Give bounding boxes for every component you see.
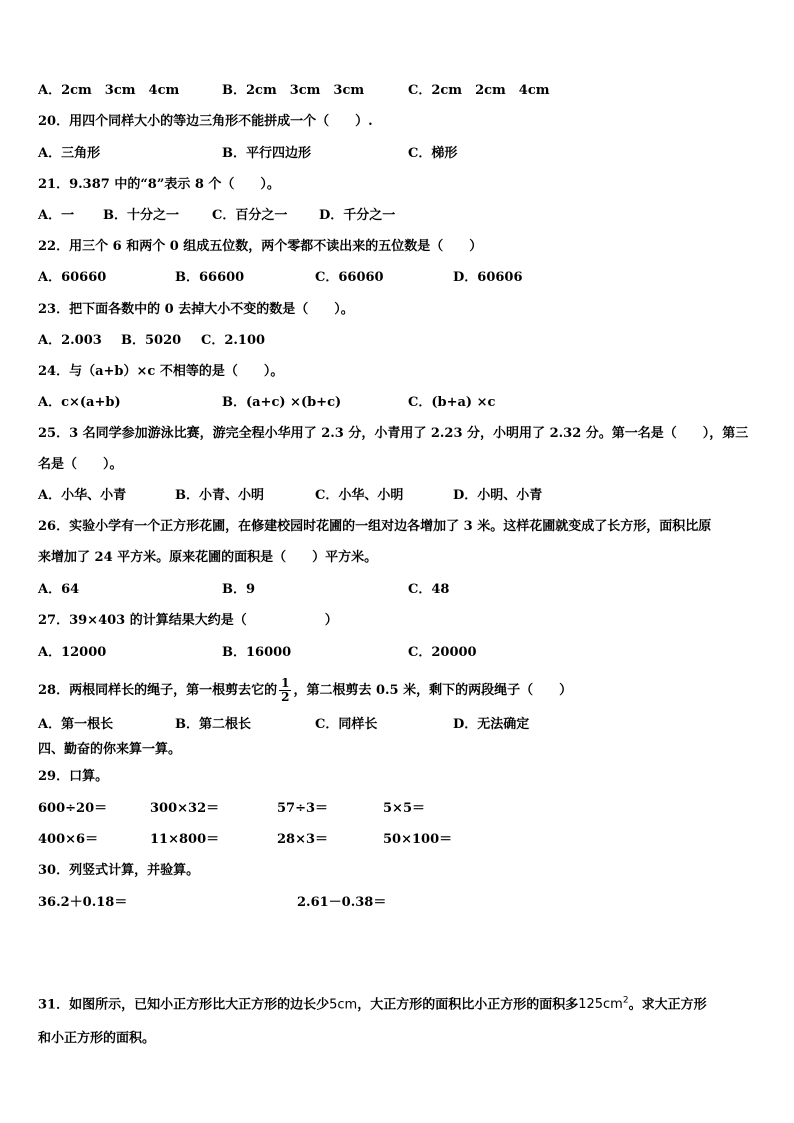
q24-option-c: C．(b+a) ×c [408,395,496,410]
q29-expr: 11×800＝ [150,832,220,847]
q26-option-a: A．64 [38,582,80,597]
q26-stem-line2: 来增加了 24 平方米。原来花圃的面积是（ ）平方米。 [38,550,378,565]
q22-option-a: A．60660 [38,270,107,285]
q20-stem: 20．用四个同样大小的等边三角形不能拼成一个（ ）. [38,114,373,129]
q23-option-c: C．2.100 [201,333,266,348]
q28-option-a: A．第一根长 [38,717,114,732]
q23-option-b: B．5020 [121,333,182,348]
q27-option-b: B．16000 [222,645,292,660]
q22-option-b: B．66600 [175,270,245,285]
q29-expr: 57÷3＝ [277,801,329,816]
q28-option-d: D．无法确定 [453,717,530,732]
q26-option-b: B．9 [222,582,256,597]
q25-stem-line1: 25．3 名同学参加游泳比赛，游完全程小华用了 2.3 分，小青用了 2.23 分，小明用了 2.32 分。第一名是（ ），第三 [38,426,749,441]
q21-option-c: C．百分之一 [212,208,288,223]
q22-stem: 22．用三个 6 和两个 0 组成五位数，两个零都不读出来的五位数是（ ） [38,239,483,254]
q29-expr: 5×5＝ [383,801,425,816]
side-difference-value: 5cm [329,997,358,1013]
q29-expr: 400×6＝ [38,832,99,847]
q28-option-b: B．第二根长 [175,717,251,732]
q23-option-a: A．2.003 [38,333,102,348]
q25-option-a: A．小华、小青 [38,488,127,503]
q20-option-b: B．平行四边形 [222,146,311,161]
q30-expr-2: 2.61－0.38＝ [297,895,387,910]
q19-option-a: A．2cm 3cm 4cm [38,83,180,98]
section-heading: 四、勤奋的你来算一算。 [38,742,182,757]
q30-stem: 30．列竖式计算，并验算。 [38,863,200,878]
q24-option-a: A．c×(a+b) [38,395,121,410]
q20-option-c: C．梯形 [408,146,458,161]
q19-option-b: B．2cm 3cm 3cm [222,83,365,98]
q22-option-c: C．66060 [315,270,384,285]
q24-stem: 24．与（a+b）×c 不相等的是（ ）。 [38,364,284,379]
q28-stem [38,677,572,704]
q21-option-b: B．十分之一 [103,208,179,223]
q29-stem: 29．口算。 [38,769,109,784]
q21-option-d: D．千分之一 [319,208,396,223]
q24-option-b: B．(a+c) ×(b+c) [222,395,342,410]
q25-option-b: B．小青、小明 [175,488,264,503]
q28-option-c: C．同样长 [315,717,378,732]
q29-expr: 300×32＝ [150,801,220,816]
q31-stem-line1: 31．如图所示，已知小正方形比大正方形的边长少5cm，大正方形的面积比小正方形的面积多$125cm^2$。求大正方形 [38,996,707,1013]
q28-stem-post: ，第二根剪去 0.5 米，剩下的两段绳子（ ） [293,683,573,698]
q26-option-c: C．48 [408,582,450,597]
q29-expr: 28×3＝ [277,832,329,847]
q21-option-a: A．一 [38,208,75,223]
q27-option-a: A．12000 [38,645,107,660]
q25-option-d: D．小明、小青 [453,488,543,503]
q25-option-c: C．小华、小明 [315,488,404,503]
q26-stem-line1: 26．实验小学有一个正方形花圃，在修建校园时花圃的一组对边各增加了 3 米。这样花圃就变成了长方形，面积比原 [38,519,712,534]
q22-option-d: D．60606 [453,270,523,285]
one-half-fraction: $\frac{1}{2}$ [281,676,290,704]
q23-stem: 23．把下面各数中的 0 去掉大小不变的数是（ ）。 [38,302,354,317]
q25-stem-line2: 名是（ ）。 [38,457,123,472]
q29-expr: 50×100＝ [383,832,453,847]
q28-stem-pre: 28．两根同样长的绳子，第一根剪去它的 [38,683,278,698]
q20-option-a: A．三角形 [38,146,101,161]
q19-option-c: C．2cm 2cm 4cm [408,83,550,98]
area-difference-value: $125cm^2$ [578,996,629,1013]
q27-option-c: C．20000 [408,645,477,660]
q29-expr: 600÷20＝ [38,801,108,816]
q31-stem-line2: 和小正方形的面积。 [38,1031,156,1046]
q30-expr-1: 36.2＋0.18＝ [38,895,128,910]
q27-stem: 27．39×403 的计算结果大约是（ ） [38,613,338,628]
q21-stem: 21．9.387 中的“8”表示 8 个（ ）。 [38,177,280,192]
